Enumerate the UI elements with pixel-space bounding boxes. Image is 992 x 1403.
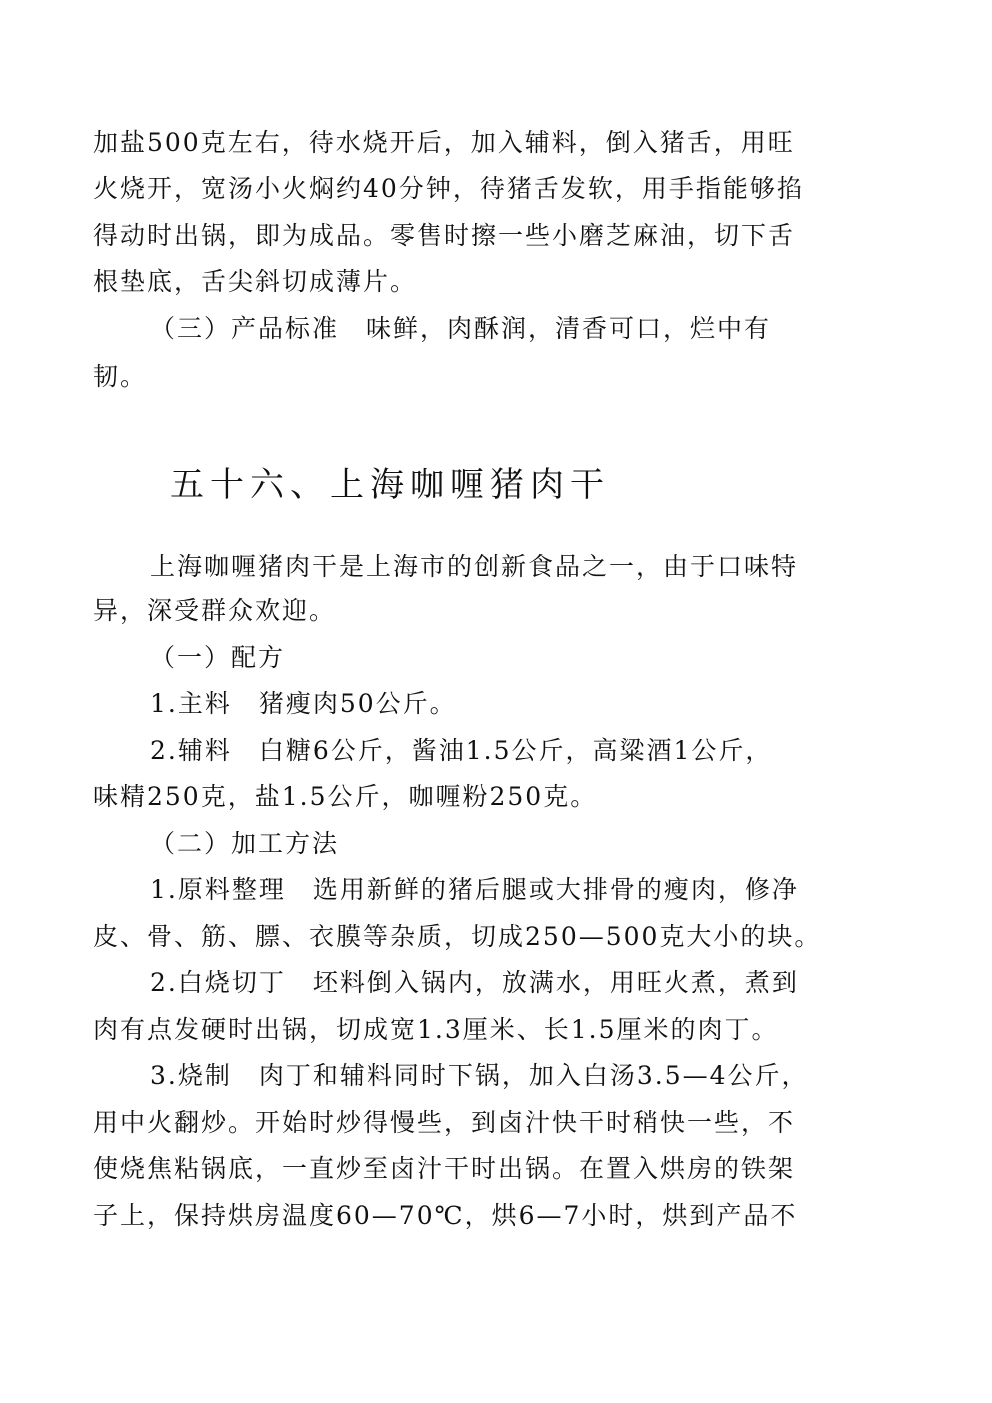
paragraph-line: 2.白烧切丁 坯料倒入锅内，放满水，用旺火煮，煮到: [150, 968, 799, 997]
paragraph-line: 1.主料 猪瘦肉50公斤。: [150, 689, 457, 718]
paragraph-line: 使烧焦粘锅底，一直炒至卤汁干时出锅。在置入烘房的铁架: [93, 1154, 796, 1183]
paragraph-line: （三）产品标准 味鲜，肉酥润，清香可口，烂中有: [150, 314, 772, 343]
paragraph-line: 2.辅料 白糖6公斤，酱油1.5公斤，高粱酒1公斤，: [150, 736, 773, 765]
paragraph-line: 加盐500克左右，待水烧开后，加入辅料，倒入猪舌，用旺: [93, 128, 795, 157]
paragraph-line: 皮、骨、筋、膘、衣膜等杂质，切成250—500克大小的块。: [93, 922, 822, 951]
paragraph-line: 上海咖喱猪肉干是上海市的创新食品之一，由于口味特: [150, 552, 799, 581]
paragraph-line: 韧。: [93, 362, 148, 391]
paragraph-line: 根垫底，舌尖斜切成薄片。: [93, 267, 418, 296]
paragraph-line: 得动时出锅，即为成品。零售时擦一些小磨芝麻油，切下舌: [93, 221, 796, 250]
subheading-line: （二）加工方法: [150, 829, 340, 858]
subheading-line: （一）配方: [150, 643, 286, 672]
paragraph-line: 用中火翻炒。开始时炒得慢些，到卤汁快干时稍快一些，不: [93, 1108, 796, 1137]
paragraph-line: 子上，保持烘房温度60—70℃，烘6—7小时，烘到产品不: [93, 1201, 798, 1230]
paragraph-line: 火烧开，宽汤小火焖约40分钟，待猪舌发软，用手指能够掐: [93, 174, 804, 203]
paragraph-line: 肉有点发硬时出锅，切成宽1.3厘米、长1.5厘米的肉丁。: [93, 1015, 779, 1044]
paragraph-line: 3.烧制 肉丁和辅料同时下锅，加入白汤3.5—4公斤，: [150, 1061, 809, 1090]
paragraph-line: 异，深受群众欢迎。: [93, 596, 337, 625]
paragraph-line: 1.原料整理 选用新鲜的猪后腿或大排骨的瘦肉，修净: [150, 875, 799, 904]
section-title: 五十六、上海咖喱猪肉干: [170, 465, 610, 505]
paragraph-line: 味精250克，盐1.5公斤，咖喱粉250克。: [93, 782, 598, 811]
